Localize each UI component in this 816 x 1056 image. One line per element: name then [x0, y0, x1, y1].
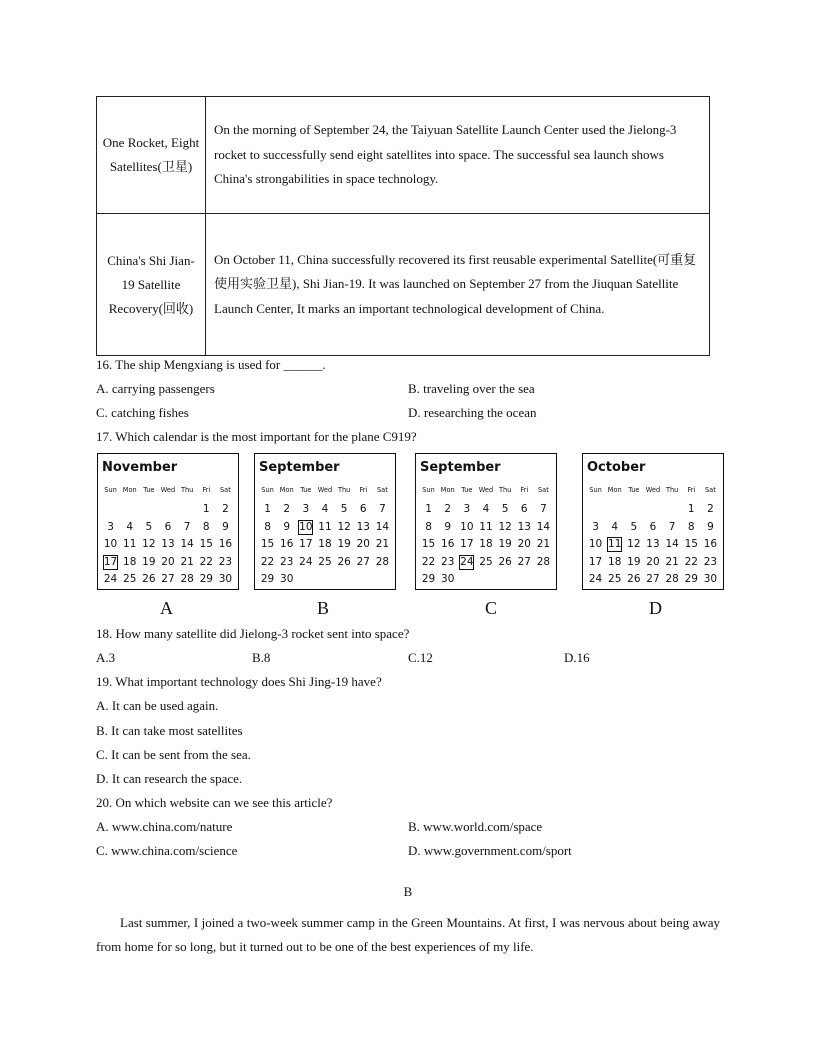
calendar-day: 29 — [199, 573, 213, 586]
calendar-day: 30 — [218, 573, 233, 586]
weekday-label: Sun — [422, 486, 435, 494]
calendar-day: 24 — [299, 555, 313, 568]
question-20: 20. On which website can we see this article? — [96, 795, 333, 810]
calendar-day: 24 — [588, 573, 603, 586]
calendar-day: 5 — [145, 520, 153, 533]
calendar-day: 15 — [260, 538, 275, 551]
calendar-b[interactable] — [254, 453, 396, 590]
weekday-label: Sun — [261, 486, 274, 494]
calendar-day: 18 — [479, 538, 493, 551]
calendar-day: 16 — [703, 538, 718, 551]
calendar-day: 13 — [646, 538, 660, 551]
calendar-day: 28 — [665, 573, 679, 586]
news-table — [96, 96, 710, 356]
calendar-day: 10 — [588, 538, 603, 551]
weekday-label: Tue — [461, 486, 473, 494]
calendar-day: 30 — [703, 573, 718, 586]
calendar-day: 19 — [142, 555, 156, 568]
calendar-day: 14 — [375, 520, 390, 533]
option-d[interactable]: D. researching the ocean — [408, 405, 537, 420]
calendar-day: 17 — [460, 538, 474, 551]
calendar-day: 2 — [222, 503, 229, 516]
calendar-day: 17 — [588, 555, 603, 568]
calendar-day: 30 — [441, 573, 455, 586]
calendar-day: 4 — [482, 503, 490, 516]
table-row — [97, 97, 710, 214]
weekday-label: Sat — [377, 486, 388, 494]
calendar-day: 8 — [202, 520, 210, 533]
calendar-day: 26 — [627, 573, 641, 586]
weekday-label: Sat — [220, 486, 231, 494]
calendar-day: 15 — [199, 538, 213, 551]
calendar-day: 4 — [321, 503, 329, 516]
row-label: One Rocket, Eight Satellites(卫星) — [97, 97, 206, 214]
option-b[interactable]: B.8 — [252, 650, 271, 665]
calendar-day: 15 — [421, 538, 436, 551]
weekday-label: Thu — [180, 486, 194, 494]
weekday-label: Tue — [300, 486, 312, 494]
calendar-day: 29 — [260, 573, 275, 586]
calendar-day: 2 — [444, 503, 452, 516]
row-text: On October 11, China successfully recovered its first reusable experimental Satellite(可重复使用实验卫星), Shi Jian-19. It was launched on September 27 from the Jiuquan Satellite Launch Center, It marks an important technological development of China. — [206, 214, 710, 356]
weekday-label: Mon — [607, 486, 622, 494]
calendar-day: 3 — [592, 520, 599, 533]
calendar-day: 6 — [520, 503, 528, 516]
calendar-day: 6 — [649, 520, 657, 533]
weekday-header — [258, 486, 392, 494]
calendar-day: 24 — [103, 573, 118, 586]
calendar-day: 6 — [164, 520, 172, 533]
weekday-label: Mon — [279, 486, 294, 494]
calendar-month: September — [420, 460, 501, 475]
calendar-day: 23 — [218, 555, 233, 568]
calendar-day: 11 — [318, 520, 332, 533]
calendar-d[interactable] — [582, 453, 724, 590]
calendar-day: 1 — [264, 503, 271, 516]
calendar-day: 27 — [161, 573, 175, 586]
calendar-day: 2 — [707, 503, 714, 516]
weekday-label: Fri — [359, 486, 368, 494]
calendar-day: 8 — [264, 520, 271, 533]
weekday-label: Mon — [122, 486, 137, 494]
calendar-day: 7 — [668, 520, 676, 533]
weekday-label: Sat — [705, 486, 716, 494]
row-label: China's Shi Jian-19 Satellite Recovery(回收) — [97, 214, 206, 356]
calendar-day: 16 — [218, 538, 233, 551]
calendar-day: 29 — [684, 573, 698, 586]
weekday-label: Mon — [440, 486, 455, 494]
weekday-label: Fri — [520, 486, 529, 494]
weekday-label: Wed — [478, 486, 494, 494]
calendar-day: 12 — [142, 538, 156, 551]
calendar-day: 14 — [665, 538, 679, 551]
calendar-day: 20 — [356, 538, 370, 551]
calendar-month: November — [102, 460, 178, 475]
calendar-day: 1 — [202, 503, 210, 516]
calendar-day: 19 — [498, 538, 512, 551]
section-heading: B — [403, 884, 413, 899]
calendar-days — [101, 501, 235, 589]
weekday-label: Thu — [498, 486, 512, 494]
calendar-day: 3 — [463, 503, 471, 516]
option-b[interactable]: B. traveling over the sea — [408, 381, 535, 396]
calendar-day: 8 — [425, 520, 432, 533]
calendar-c[interactable] — [415, 453, 557, 590]
calendar-day: 19 — [337, 538, 351, 551]
question-19: 19. What important technology does Shi Jing-19 have? — [96, 674, 382, 689]
calendar-day-highlighted: 11 — [608, 538, 622, 551]
calendar-day: 3 — [107, 520, 114, 533]
calendar-day: 14 — [180, 538, 194, 551]
calendar-day: 25 — [123, 573, 137, 586]
calendar-day: 4 — [126, 520, 134, 533]
calendar-day: 9 — [707, 520, 714, 533]
calendar-day: 20 — [161, 555, 175, 568]
option-c[interactable]: C. www.china.com/science — [96, 843, 238, 858]
calendar-day: 11 — [123, 538, 137, 551]
weekday-header — [586, 486, 720, 494]
calendar-day: 20 — [646, 555, 660, 568]
calendar-day: 10 — [103, 538, 118, 551]
row-text: On the morning of September 24, the Taiyuan Satellite Launch Center used the Jielong-3 rocket to successfully send eight satellites into space. The successful sea launch shows China's strongabilities in space technology. — [206, 97, 710, 214]
weekday-label: Sat — [538, 486, 549, 494]
calendar-day: 12 — [498, 520, 512, 533]
calendar-day: 7 — [183, 520, 191, 533]
calendar-day: 18 — [318, 538, 332, 551]
calendar-day: 21 — [180, 555, 194, 568]
calendar-day: 25 — [479, 555, 493, 568]
calendar-day: 7 — [379, 503, 386, 516]
calendar-day: 1 — [425, 503, 432, 516]
calendar-day: 5 — [501, 503, 509, 516]
calendar-day: 4 — [611, 520, 619, 533]
question-16: 16. The ship Mengxiang is used for ______. — [96, 357, 326, 372]
calendar-day: 11 — [479, 520, 493, 533]
calendar-day: 7 — [540, 503, 547, 516]
question-18: 18. How many satellite did Jielong-3 rocket sent into space? — [96, 626, 410, 641]
option-c[interactable]: C. catching fishes — [96, 405, 189, 420]
calendar-day: 20 — [517, 538, 531, 551]
calendar-day: 16 — [441, 538, 455, 551]
calendar-day: 25 — [608, 573, 622, 586]
weekday-label: Fri — [202, 486, 211, 494]
option-a[interactable]: A. carrying passengers — [96, 381, 215, 396]
calendar-day-highlighted: 17 — [103, 555, 118, 568]
calendar-day: 17 — [299, 538, 313, 551]
calendar-day: 29 — [421, 573, 436, 586]
calendar-day: 8 — [687, 520, 695, 533]
weekday-label: Tue — [143, 486, 155, 494]
calendar-day: 21 — [375, 538, 390, 551]
weekday-label: Wed — [645, 486, 661, 494]
calendar-day: 27 — [646, 573, 660, 586]
calendar-day: 12 — [627, 538, 641, 551]
calendar-option-letter[interactable]: A — [160, 598, 173, 618]
calendar-day: 15 — [684, 538, 698, 551]
calendar-day: 26 — [142, 573, 156, 586]
calendar-day: 26 — [498, 555, 512, 568]
calendar-day: 19 — [627, 555, 641, 568]
calendar-day: 28 — [375, 555, 390, 568]
calendar-day: 5 — [630, 520, 638, 533]
calendar-day: 9 — [222, 520, 229, 533]
calendar-day: 25 — [318, 555, 332, 568]
calendar-day: 28 — [536, 555, 551, 568]
calendar-day: 26 — [337, 555, 351, 568]
option-a[interactable]: A.3 — [96, 650, 116, 665]
calendar-day: 5 — [340, 503, 348, 516]
calendar-day: 21 — [665, 555, 679, 568]
passage-paragraph: Last summer, I joined a two-week summer camp in the Green Mountains. At first, I was nervous about being away from home for so long, but it turned out to be one of the best experiences of my life. — [96, 915, 720, 954]
calendar-day: 23 — [441, 555, 455, 568]
calendar-day: 3 — [302, 503, 310, 516]
calendar-day: 22 — [684, 555, 698, 568]
calendar-month: September — [259, 460, 340, 475]
weekday-header — [101, 486, 235, 494]
weekday-label: Sun — [589, 486, 602, 494]
calendar-day: 16 — [280, 538, 294, 551]
calendar-day: 10 — [460, 520, 474, 533]
calendar-day: 28 — [180, 573, 194, 586]
weekday-label: Tue — [628, 486, 640, 494]
option-d[interactable]: D. It can research the space. — [96, 771, 243, 786]
option-d[interactable]: D.16 — [564, 650, 590, 665]
calendar-day: 9 — [444, 520, 452, 533]
calendar-day: 22 — [199, 555, 213, 568]
calendar-day: 30 — [280, 573, 294, 586]
weekday-label: Thu — [665, 486, 679, 494]
question-17: 17. Which calendar is the most important for the plane C919? — [96, 429, 417, 444]
option-d[interactable]: D. www.government.com/sport — [408, 843, 572, 858]
option-b[interactable]: B. It can take most satellites — [96, 723, 243, 738]
calendar-option-letter[interactable]: B — [317, 598, 330, 618]
option-b[interactable]: B. www.world.com/space — [408, 819, 543, 834]
calendar-day: 13 — [356, 520, 370, 533]
calendar-day: 27 — [356, 555, 370, 568]
option-a[interactable]: A. It can be used again. — [96, 698, 219, 713]
calendar-day: 27 — [517, 555, 531, 568]
calendar-day: 22 — [260, 555, 275, 568]
calendar-days — [258, 501, 392, 589]
calendar-day: 13 — [161, 538, 175, 551]
calendar-day: 9 — [283, 520, 291, 533]
calendar-day: 14 — [536, 520, 551, 533]
calendar-day: 12 — [337, 520, 351, 533]
calendar-a[interactable] — [97, 453, 239, 590]
calendar-day-highlighted: 10 — [299, 520, 313, 533]
option-c[interactable]: C.12 — [408, 650, 433, 665]
calendar-day: 18 — [608, 555, 622, 568]
weekday-label: Wed — [160, 486, 176, 494]
weekday-label: Fri — [687, 486, 696, 494]
calendar-option-letter[interactable]: D — [649, 598, 662, 618]
calendar-day: 2 — [283, 503, 291, 516]
table-row — [97, 214, 710, 356]
calendar-option-letter[interactable]: C — [485, 598, 498, 618]
calendar-day: 18 — [123, 555, 137, 568]
weekday-label: Thu — [337, 486, 351, 494]
calendar-day: 6 — [359, 503, 367, 516]
calendar-day: 21 — [536, 538, 551, 551]
option-a[interactable]: A. www.china.com/nature — [96, 819, 233, 834]
weekday-label: Sun — [104, 486, 117, 494]
option-c[interactable]: C. It can be sent from the sea. — [96, 747, 251, 762]
calendar-day-highlighted: 24 — [460, 555, 474, 568]
calendar-day: 23 — [703, 555, 718, 568]
weekday-header — [419, 486, 553, 494]
calendar-day: 13 — [517, 520, 531, 533]
calendar-day: 23 — [280, 555, 294, 568]
calendar-day: 22 — [421, 555, 436, 568]
weekday-label: Wed — [317, 486, 333, 494]
calendar-days — [419, 501, 553, 589]
calendar-days — [586, 501, 720, 589]
calendar-day: 1 — [687, 503, 695, 516]
calendar-month: October — [587, 460, 646, 475]
